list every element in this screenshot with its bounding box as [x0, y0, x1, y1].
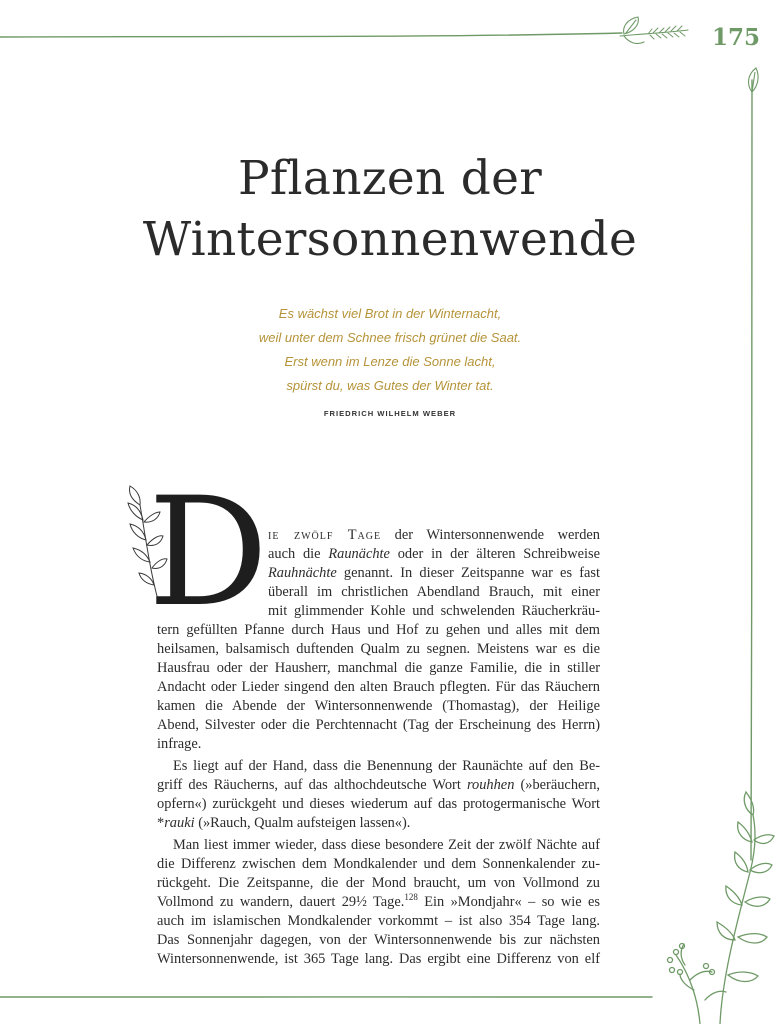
- body-line: [157, 814, 600, 833]
- epigraph-line: weil unter dem Schnee frisch grünet die Saat.: [258, 330, 522, 345]
- italic-term: rouhhen: [466, 777, 515, 793]
- page-number: 175: [712, 24, 761, 51]
- body-line: überall im christlichen Abendland Brauch, mit einer: [268, 584, 600, 600]
- epigraph-author: FRIEDRICH WILHELM WEBER: [323, 409, 457, 418]
- epigraph-line: spürst du, was Gutes der Winter tat.: [286, 378, 494, 393]
- text-span: auch die: [268, 546, 329, 562]
- epigraph-line: Es wächst viel Brot in der Winternacht,: [278, 306, 502, 321]
- right-border-line: [751, 80, 752, 860]
- body-line: Andacht oder Lieder singend den alten Brauch pflegten. Für das Räuchern: [157, 679, 600, 695]
- epigraph-line: Erst wenn im Lenze die Sonne lacht,: [284, 354, 496, 369]
- body-line: rückgeht. Die Zeitspanne, die der Mond braucht, um von Vollmond zu: [157, 875, 600, 891]
- body-line: die Differenz zwischen dem Mondkalender und dem Sonnenkalender zu-: [157, 856, 600, 872]
- body-line: [268, 545, 600, 564]
- bottom-border-line: [0, 997, 652, 998]
- herb-plant-icon: [668, 792, 775, 1024]
- body-line: kamen die Abende der Wintersonnenwende (Thomastag), der Heilige: [157, 698, 600, 714]
- chapter-title-line: Wintersonnenwende: [142, 212, 638, 267]
- body-line: heilsamen, balsamisch duftenden Qualm zu segnen. Meistens war es die: [157, 641, 600, 657]
- text-span: Ein »Mondjahr« – so wie es: [417, 894, 601, 910]
- text-span: genannt. In dieser Zeitspanne war es fast: [336, 565, 600, 581]
- chapter-title: [60, 148, 720, 270]
- drop-cap: D: [148, 466, 269, 640]
- body-line: [157, 893, 600, 912]
- body-line: tern gefüllten Pfanne durch Haus und Hof zu gehen und alles mit dem: [157, 622, 600, 638]
- body-line: Das Sonnenjahr dagegen, von der Wintersonnenwende bis zur nächsten: [157, 932, 600, 948]
- text-span: oder in der älteren Schreibweise: [389, 546, 600, 562]
- body-line: mit glimmender Kohle und schwelenden Räucherkräu-: [268, 603, 600, 619]
- footnote-marker[interactable]: 128: [404, 892, 418, 903]
- text-span: *: [157, 815, 165, 831]
- small-leaf-icon: [749, 68, 759, 92]
- body-line: auch im islamischen Mondkalender vorkommt – ist also 354 Tage lang.: [157, 913, 600, 929]
- text-span: (»beräuchern,: [514, 777, 600, 793]
- body-line: Es liegt auf der Hand, dass die Benennung der Raunächte auf den Be-: [173, 758, 600, 774]
- body-line: [268, 526, 600, 545]
- leaf-sprig-icon: [620, 17, 688, 44]
- text-span: (»Rauch, Qualm aufsteigen lassen«).: [194, 815, 411, 831]
- italic-term: Raunächte: [328, 546, 390, 562]
- text-span: Vollmond zu wandern, dauert 29½ Tage.: [157, 894, 405, 910]
- body-line: Wintersonnenwende, ist 365 Tage lang. Das ergibt eine Differenz von elf: [157, 951, 600, 967]
- body-line: Hausfrau oder der Hausherr, manchmal die ganze Familie, die in stiller: [157, 660, 600, 676]
- italic-term: Rauhnächte: [268, 565, 337, 581]
- italic-term: rauki: [164, 815, 195, 831]
- body-line: opfern«) zurückgeht und dieses wiederum auf das protogermanische Wort: [157, 796, 600, 812]
- epigraph: [150, 302, 630, 398]
- text-span: griff des Räucherns, auf das althochdeutsche Wort: [157, 777, 467, 793]
- lead-in-smallcaps: ie zwölf Tage: [268, 527, 382, 543]
- text-span: der Wintersonnenwende werden: [381, 527, 600, 543]
- body-line: [268, 564, 600, 583]
- body-line: [157, 776, 600, 795]
- body-line: infrage.: [157, 736, 202, 752]
- top-border-line: [0, 33, 622, 37]
- chapter-title-line: Pflanzen der: [237, 151, 543, 206]
- body-line: Abend, Silvester oder die Perchtennacht (Tag der Erscheinung des Herrn): [157, 717, 600, 733]
- body-line: Man liest immer wieder, dass diese besondere Zeit der zwölf Nächte auf: [173, 837, 600, 853]
